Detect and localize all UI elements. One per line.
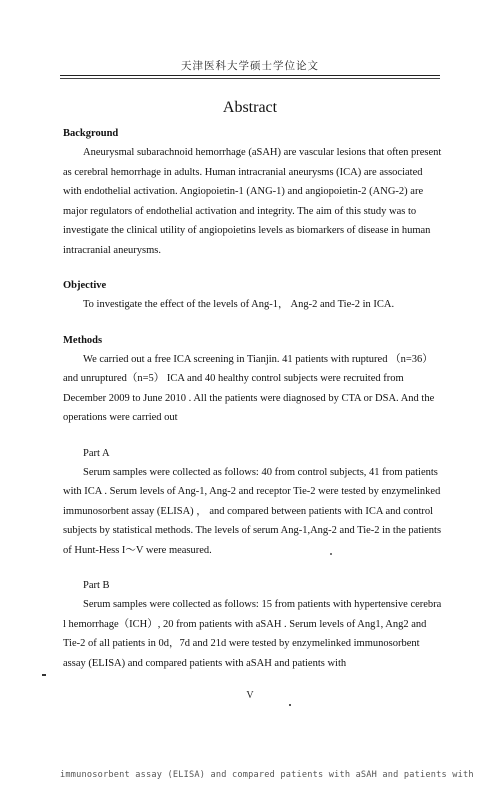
background-paragraph: Aneurysmal subarachnoid hemorrhage (aSAH) are vascular lesions that often present as cerebral hemorrhage in adults. Human intracranial aneurysms (ICA) are associated with endothelial activation. Angiopoietin-1 (ANG-1) and angiopoietin-2 (ANG-2) are major regulators of endothelial activation and integrity. The aim of this study was to investigate the clinical utility of angiopoietins levels as biomarkers of disease in human intracranial aneurysms. <box>63 147 442 256</box>
running-header: 天津医科大学硕士学位论文 <box>181 61 319 72</box>
objective-paragraph: To investigate the effect of the levels of Ang-1， Ang-2 and Tie-2 in ICA. <box>83 299 395 310</box>
header-rule-thin <box>60 78 440 79</box>
methods-heading: Methods <box>63 334 103 346</box>
abstract-body <box>63 124 443 673</box>
scan-speck <box>289 704 291 706</box>
scan-speck <box>42 674 46 676</box>
part-a-label: Part A <box>83 447 110 459</box>
scan-speck <box>330 553 332 555</box>
page-number: V <box>246 690 254 701</box>
part-b-label: Part B <box>83 580 110 591</box>
bleed-through-text: immunosorbent assay (ELISA) and compared patients with aSAH and patients with <box>60 770 474 780</box>
part-b-paragraph: Serum samples were collected as follows: 15 from patients with hypertensive cerebra l hemorrhage（ICH）, 20 from patients with aSAH . Serum levels of Ang1, Ang2 and Tie-2 of all patients in 0d，7d and 21d were tested by enzymelinked immunosorbent assay (ELISA) and compared patients with aSAH and patients with <box>63 599 442 669</box>
page-title: Abstract <box>222 99 278 116</box>
header-rule-thick <box>60 75 440 76</box>
background-heading: Background <box>63 128 119 139</box>
objective-heading: Objective <box>63 280 107 291</box>
part-a-paragraph: Serum samples were collected as follows: 40 from control subjects, 41 from patients with ICA . Serum levels of Ang-1, Ang-2 and receptor Tie-2 were tested by enzymelinked immunosorbent assay (ELISA) ， and compared between patients with ICA and control subjects by statistical methods. The levels of serum Ang-1,Ang-2 and Tie-2 in the patients of Hunt-Hess I～V were measured. <box>63 466 442 556</box>
methods-paragraph: We carried out a free ICA screening in Tianjin. 41 patients with ruptured （n=36） and unruptured（n=5） ICA and 40 healthy control subjects were recruited from December 2009 to June 2010 . All the patients were diagnosed by CTA or DSA. And the operations were carried out <box>63 353 435 423</box>
